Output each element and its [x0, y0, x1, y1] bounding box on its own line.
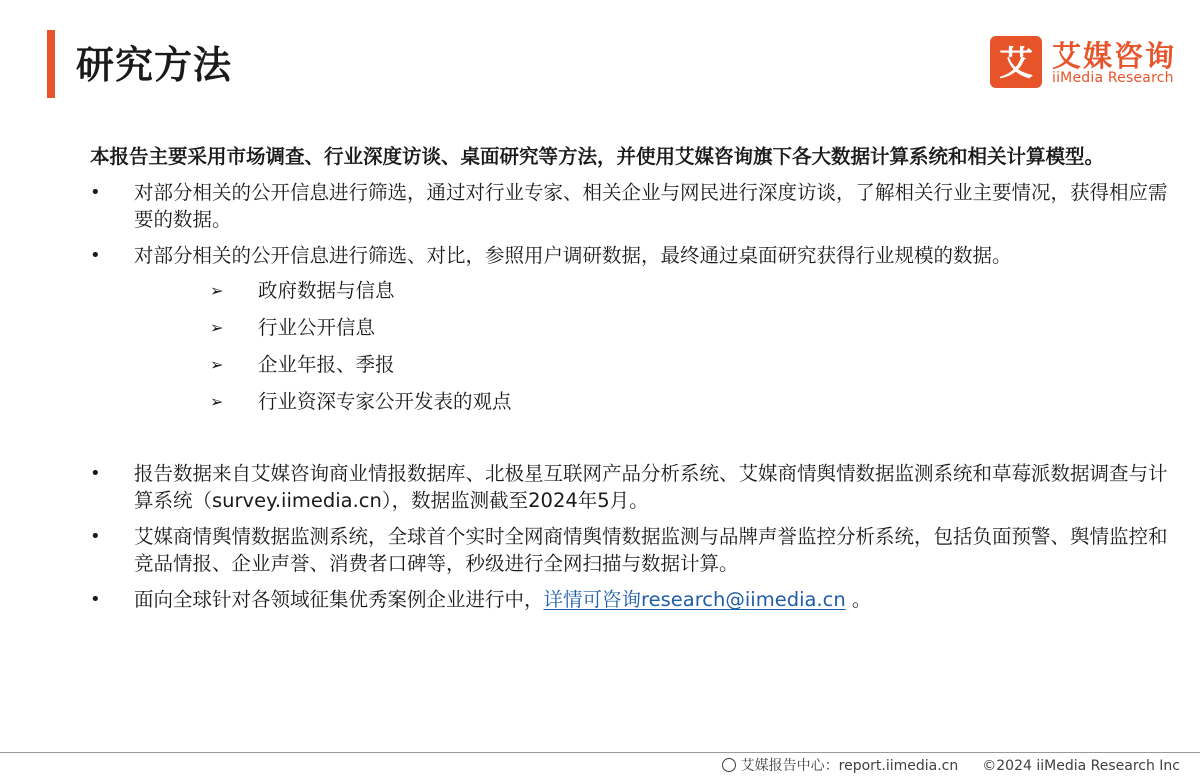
- contact-email-link[interactable]: 详情可咨询research@iimedia.cn: [543, 588, 846, 611]
- list-item: [90, 179, 1170, 233]
- arrow-icon: ➢: [210, 355, 224, 374]
- arrow-icon: ➢: [210, 281, 224, 300]
- list-item: [90, 460, 1170, 514]
- list-item-text: 艾媒商情舆情数据监测系统，全球首个实时全网商情舆情数据监测与品牌声誉监控分析系统，包括负面预警、舆情监控和竞品情报、企业声誉、消费者口碑等，秒级进行全网扫描与数据计算。: [134, 525, 1168, 575]
- bullet-dot: •: [90, 463, 101, 484]
- bullet-dot: •: [90, 589, 101, 610]
- sub-list-item-text: 行业公开信息: [258, 316, 376, 339]
- footer-divider: [0, 752, 1200, 753]
- list-item: [90, 586, 1170, 613]
- footer: [722, 755, 1180, 775]
- bullet-dot: •: [90, 245, 101, 266]
- list-item: [90, 523, 1170, 577]
- sub-list-item: [210, 310, 1170, 347]
- list-item-text: 对部分相关的公开信息进行筛选，通过对行业专家、相关企业与网民进行深度访谈，了解相关行业主要情况，获得相应需要的数据。: [134, 181, 1168, 231]
- sub-list-item-text: 政府数据与信息: [258, 279, 395, 302]
- list-item-text: 对部分相关的公开信息进行筛选、对比，参照用户调研数据，最终通过桌面研究获得行业规模的数据。: [134, 244, 1012, 267]
- logo-name-cn: 艾媒咨询: [1052, 39, 1177, 73]
- list-item-text: 报告数据来自艾媒咨询商业情报数据库、北极星互联网产品分析系统、艾媒商情舆情数据监测系统和草莓派数据调查与计算系统（survey.iimedia.cn），数据监测截至2024年5月。: [134, 462, 1168, 512]
- sub-list-item: [210, 384, 1170, 421]
- sub-list: [134, 273, 1170, 421]
- iimedia-logo: [990, 36, 1190, 92]
- arrow-icon: ➢: [210, 318, 224, 337]
- sub-list-item: [210, 273, 1170, 310]
- iimedia-logo-icon: [990, 36, 1042, 88]
- title-accent-bar: [47, 30, 55, 98]
- list-item-end: 。: [845, 588, 872, 611]
- footer-report-center[interactable]: 艾媒报告中心：report.iimedia.cn: [740, 758, 959, 774]
- method-content: [90, 143, 1170, 622]
- sub-list-item-text: 行业资深专家公开发表的观点: [258, 390, 512, 413]
- sub-list-item: [210, 347, 1170, 384]
- bullet-dot: •: [90, 526, 101, 547]
- arrow-icon: ➢: [210, 392, 224, 411]
- list-item-text: 面向全球针对各领域征集优秀案例企业进行中，: [134, 588, 544, 611]
- bullet-dot: •: [90, 182, 101, 203]
- footer-copyright: ©2024 iiMedia Research Inc: [982, 758, 1180, 774]
- intro-text: 本报告主要采用市场调查、行业深度访谈、桌面研究等方法，并使用艾媒咨询旗下各大数据计算系统和相关计算模型。: [90, 145, 1105, 168]
- report-center-icon: [722, 758, 736, 772]
- logo-name-en: iiMedia Research: [1052, 70, 1174, 86]
- logo-mark-text: 艾: [999, 44, 1033, 84]
- page-title: 研究方法: [76, 43, 233, 87]
- sub-list-item-text: 企业年报、季报: [258, 353, 395, 376]
- list-item: [90, 242, 1170, 421]
